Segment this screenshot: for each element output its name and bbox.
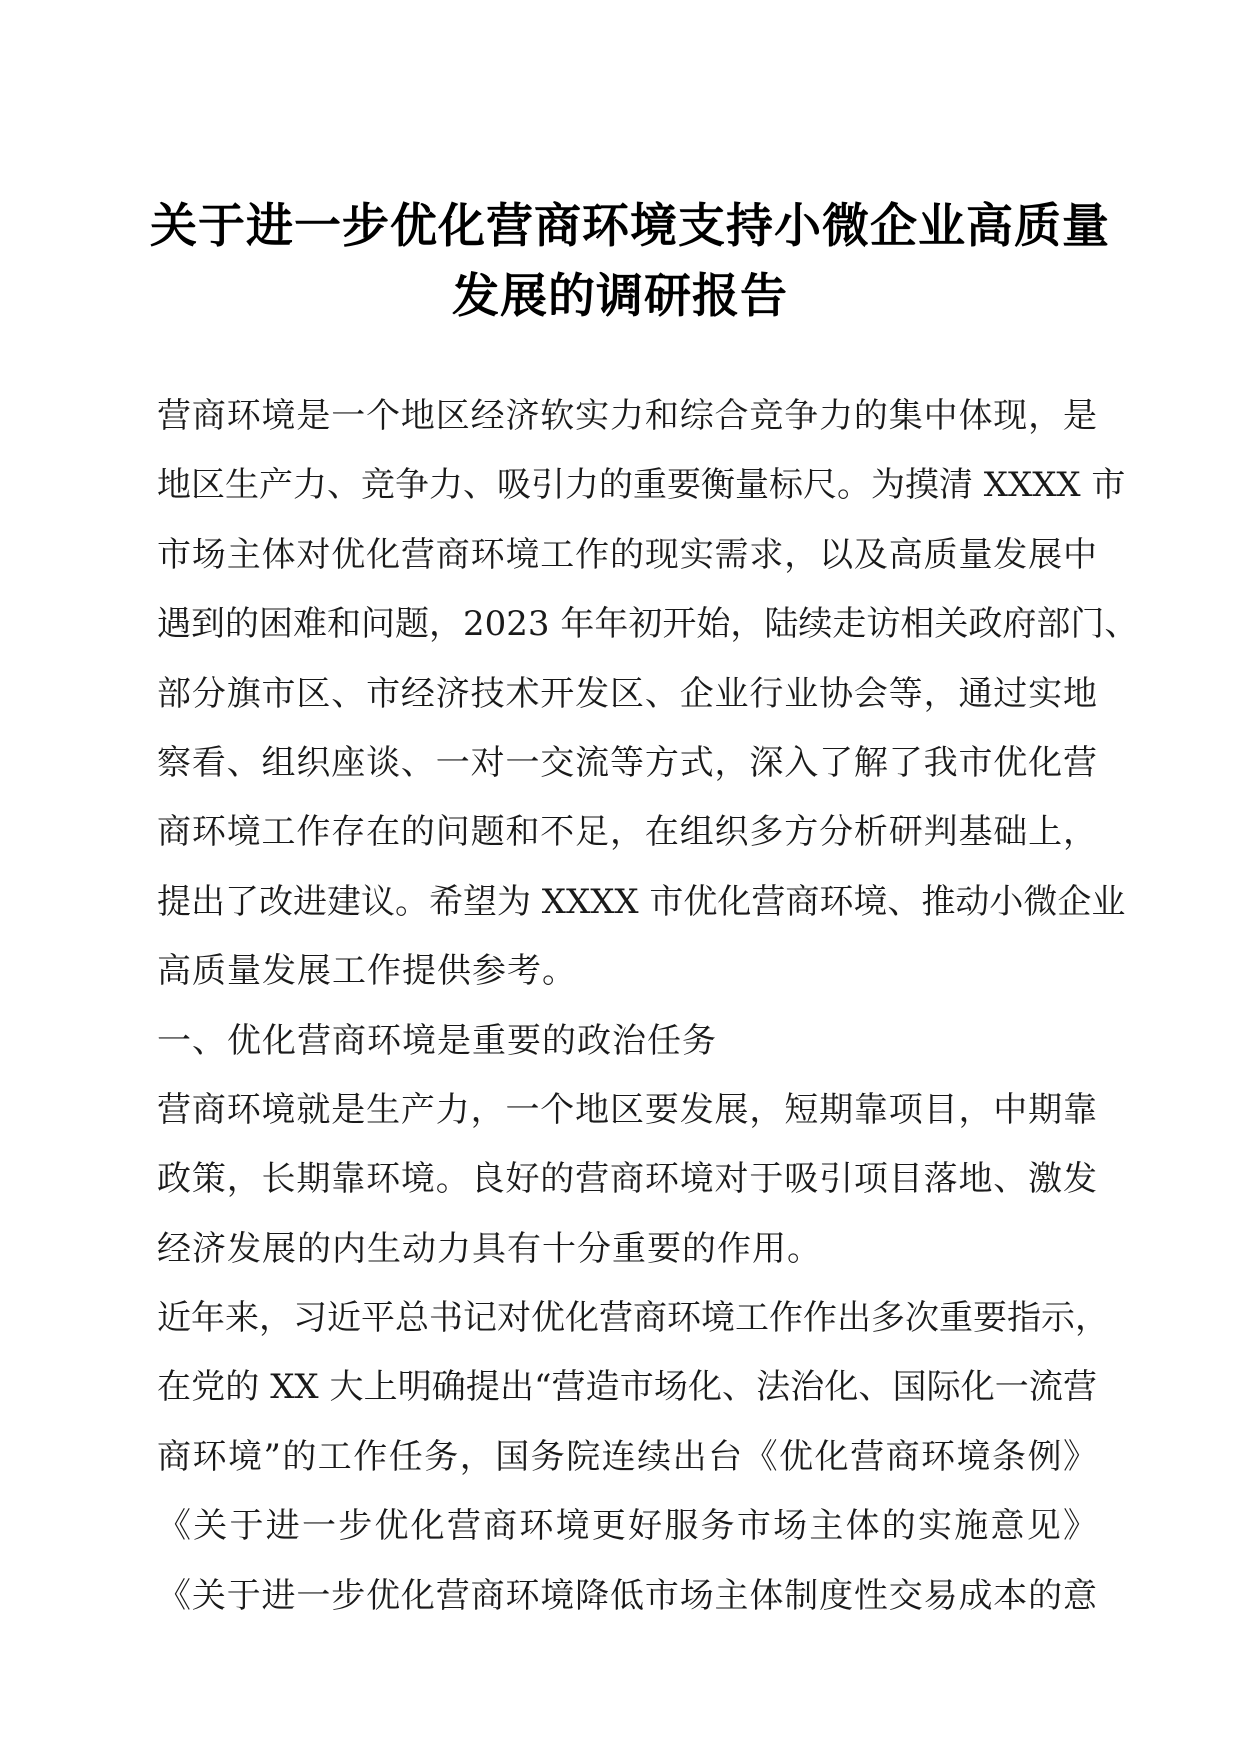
body-line: 察看、组织座谈、一对一交流等方式，深入了解了我市优化营 [157,742,1097,783]
body-line: 遇到的困难和问题，2023 年年初开始，陆续走访相关政府部门、 [157,604,1139,645]
body-line: 提出了改进建议。希望为 XXXX 市优化营商环境、推动小微企业 [157,881,1126,922]
body-line: 商环境工作存在的问题和不足，在组织多方分析研判基础上， [157,812,1097,853]
document-body [157,382,1139,1631]
body-line: 营商环境是一个地区经济软实力和综合竞争力的集中体现，是 [157,396,1097,436]
title-line-2: 发展的调研报告 [452,269,788,324]
body-line: 近年来，习近平总书记对优化营商环境工作作出多次重要指示， [157,1298,1109,1339]
body-line: 政策，长期靠环境。良好的营商环境对于吸引项目落地、激发 [157,1159,1097,1200]
body-line: 部分旗市区、市经济技术开发区、企业行业协会等，通过实地 [157,673,1097,714]
body-line: 营商环境就是生产力，一个地区要发展，短期靠项目，中期靠 [157,1089,1097,1130]
body-line: 经济发展的内生动力具有十分重要的作用。 [157,1228,822,1269]
body-line: 市场主体对优化营商环境工作的现实需求，以及高质量发展中 [157,534,1097,575]
section-heading-text: 一、优化营商环境是重要的政治任务 [157,1020,717,1061]
body-line: 地区生产力、竞争力、吸引力的重要衡量标尺。为摸清 XXXX 市 [157,465,1126,506]
paragraph-2 [157,1076,1097,1284]
body-line: 《关于进一步优化营商环境降低市场主体制度性交易成本的意 [157,1575,1097,1616]
paragraph-3 [157,1284,1109,1631]
paragraph-intro [157,382,1139,1007]
body-line: 高质量发展工作提供参考。 [157,951,577,992]
document-title [150,192,1110,332]
body-line: 在党的 XX 大上明确提出“营造市场化、法治化、国际化一流营 [157,1367,1097,1408]
section-heading-1 [157,1007,1097,1076]
body-line: 商环境”的工作任务，国务院连续出台《优化营商环境条例》 [157,1436,1097,1477]
title-line-1: 关于进一步优化营商环境支持小微企业高质量 [150,199,1110,254]
body-line: 《关于进一步优化营商环境更好服务市场主体的实施意见》 [157,1506,1097,1547]
